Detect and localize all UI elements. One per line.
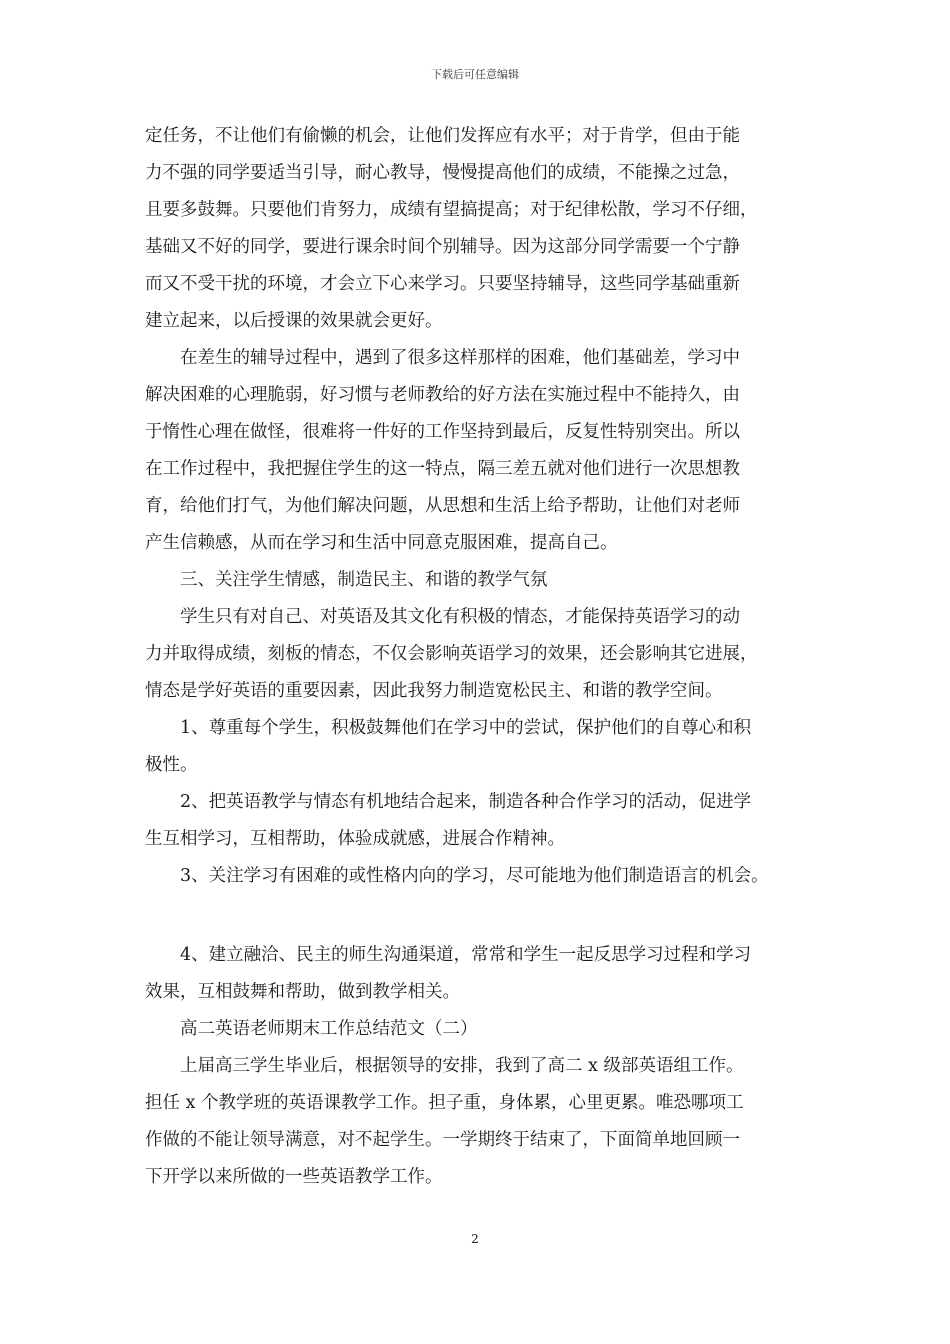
text-line: 建立起来，以后授课的效果就会更好。 <box>145 311 443 331</box>
text-line: 育，给他们打气，为他们解决问题，从思想和生活上给予帮助，让他们对老师 <box>145 496 740 516</box>
text-line: 产生信赖感，从而在学习和生活中同意克服困难，提高自己。 <box>145 533 618 553</box>
text-line: 生互相学习，互相帮助，体验成就感，进展合作精神。 <box>145 829 565 849</box>
text-line: 担任 x 个教学班的英语课教学工作。担子重，身体累，心里更累。唯恐哪项工 <box>145 1093 744 1113</box>
text-line: 而又不受干扰的环境，才会立下心来学习。只要坚持辅导，这些同学基础重新 <box>145 274 740 294</box>
text-line: 极性。 <box>145 755 198 775</box>
text-line: 在工作过程中，我把握住学生的这一特点，隔三差五就对他们进行一次思想教 <box>145 459 740 479</box>
document-body <box>145 118 825 1196</box>
text-line: 下开学以来所做的一些英语教学工作。 <box>145 1167 443 1187</box>
text-line: 基础又不好的同学，要进行课余时间个别辅导。因为这部分同学需要一个宁静 <box>145 237 740 257</box>
text-line: 作做的不能让领导满意，对不起学生。一学期终于结束了，下面简单地回顾一 <box>145 1130 740 1150</box>
text-line: 3、关注学习有困难的或性格内向的学习，尽可能地为他们制造语言的机会。 <box>145 866 769 886</box>
page-number: 2 <box>471 1232 479 1246</box>
text-line: 情态是学好英语的重要因素，因此我努力制造宽松民主、和谐的教学空间。 <box>145 681 723 701</box>
text-line: 1、尊重每个学生，积极鼓舞他们在学习中的尝试，保护他们的自尊心和积 <box>145 718 752 738</box>
text-line: 解决困难的心理脆弱，好习惯与老师教给的好方法在实施过程中不能持久，由 <box>145 385 740 405</box>
text-line: 2、把英语教学与情态有机地结合起来，制造各种合作学习的活动，促进学 <box>145 792 752 812</box>
text-line: 在差生的辅导过程中，遇到了很多这样那样的困难，他们基础差，学习中 <box>145 348 740 368</box>
text-line: 力不强的同学要适当引导，耐心教导，慢慢提高他们的成绩，不能操之过急， <box>145 163 740 183</box>
text-line: 定任务，不让他们有偷懒的机会，让他们发挥应有水平；对于肯学，但由于能 <box>145 126 740 146</box>
text-line: 力并取得成绩，刻板的情态，不仅会影响英语学习的效果，还会影响其它进展， <box>145 644 758 664</box>
text-line: 效果，互相鼓舞和帮助，做到教学相关。 <box>145 982 460 1002</box>
section-heading: 三、关注学生情感，制造民主、和谐的教学气氛 <box>145 570 548 590</box>
section-heading: 高二英语老师期末工作总结范文（二） <box>145 1019 478 1039</box>
text-line: 且要多鼓舞。只要他们肯努力，成绩有望搞提高；对于纪律松散，学习不仔细， <box>145 200 758 220</box>
paragraph-gap <box>145 895 825 937</box>
text-line: 4、建立融洽、民主的师生沟通渠道，常常和学生一起反思学习过程和学习 <box>145 945 752 965</box>
text-line: 上届高三学生毕业后，根据领导的安排，我到了高二 x 级部英语组工作。 <box>145 1056 744 1076</box>
text-line: 学生只有对自己、对英语及其文化有积极的情态，才能保持英语学习的动 <box>145 607 740 627</box>
page-header: 下载后可任意编辑 <box>431 68 519 81</box>
text-line: 于惰性心理在做怪，很难将一件好的工作坚持到最后，反复性特别突出。所以 <box>145 422 740 442</box>
